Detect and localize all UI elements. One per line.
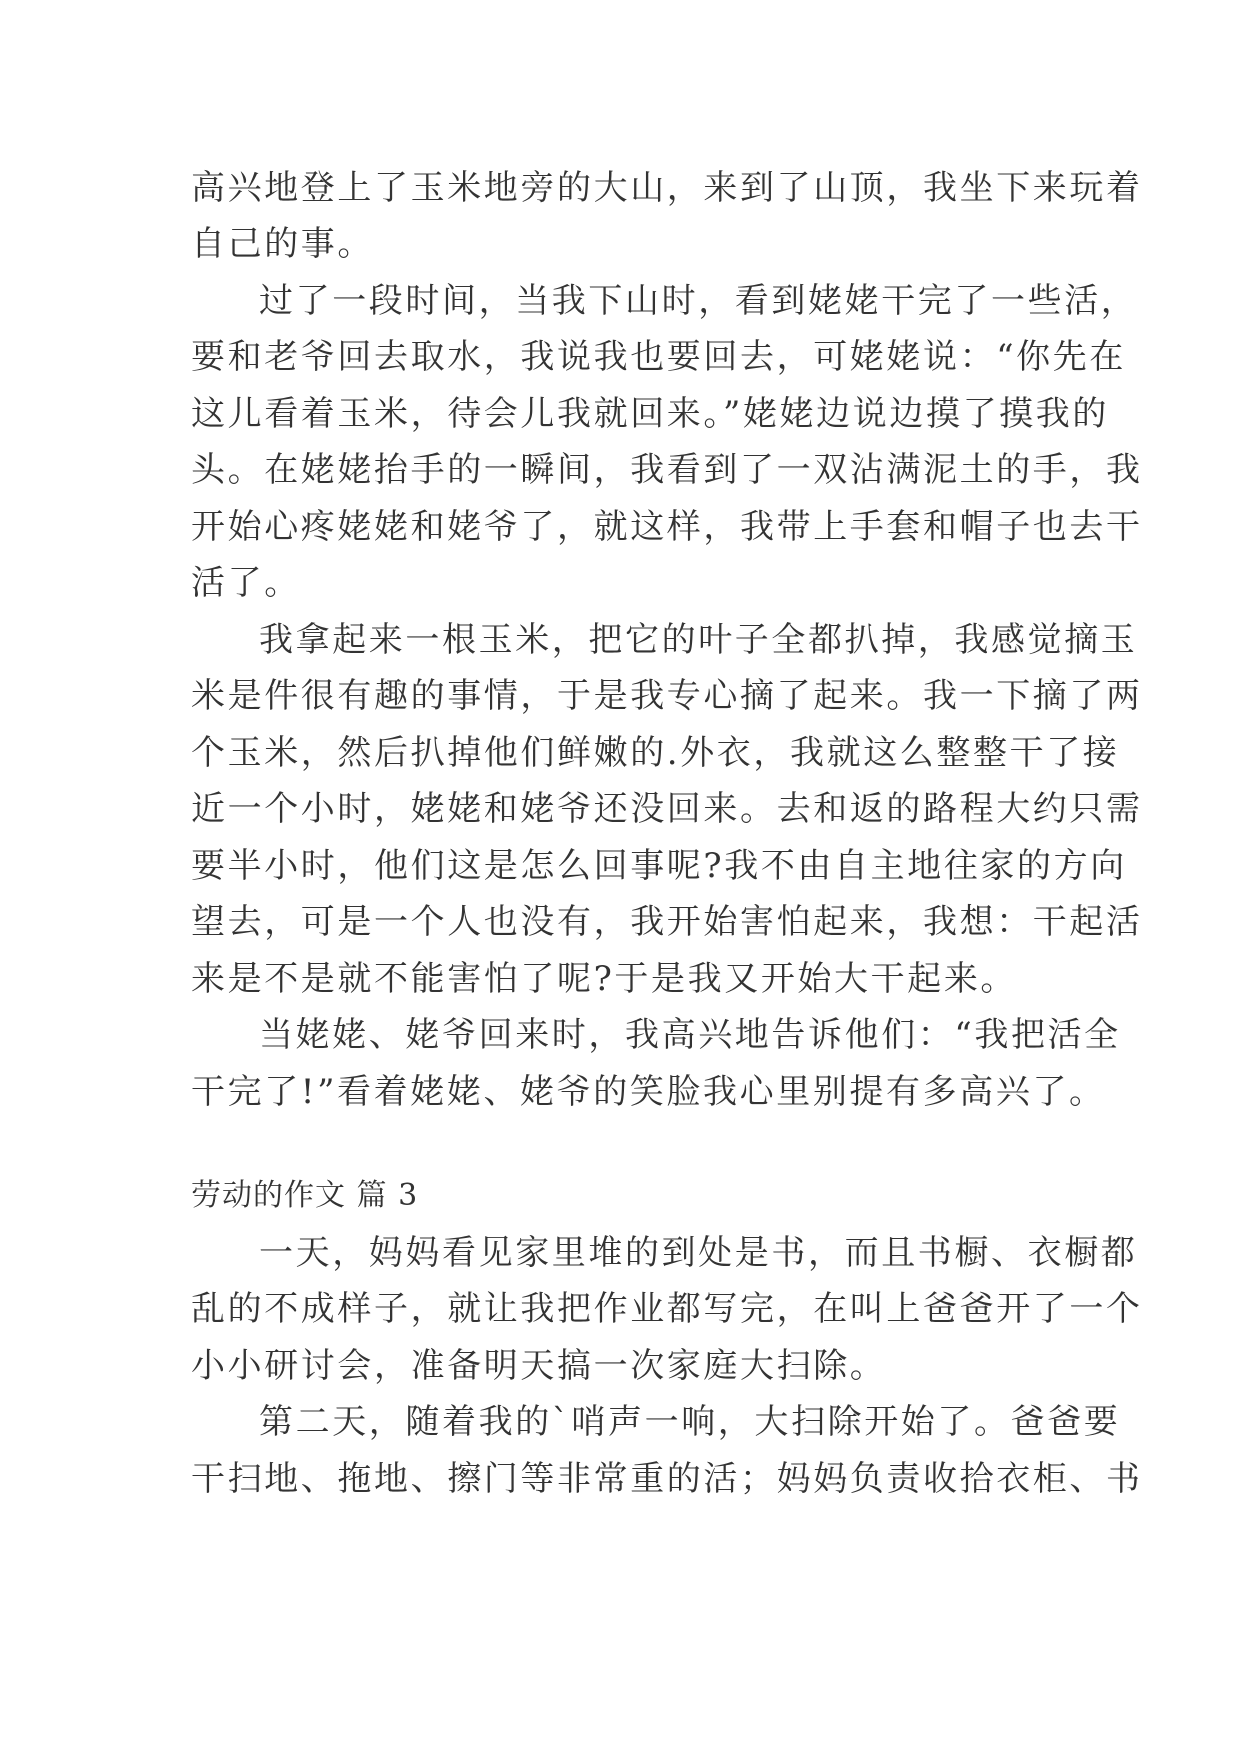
text-line: 近一个小时，姥姥和姥爷还没回来。去和返的路程大约只需: [191, 789, 1143, 829]
text-line: 活了。: [191, 563, 301, 603]
paragraph-first-line: 我拿起来一根玉米，把它的叶子全都扒掉，我感觉摘玉: [259, 620, 1138, 660]
text-line: 望去，可是一个人也没有，我开始害怕起来，我想：干起活: [191, 902, 1143, 942]
paragraph-first-line: 当姥姥、姥爷回来时，我高兴地告诉他们：“我把活全: [259, 1015, 1121, 1055]
text-line: 这儿看着玉米，待会儿我就回来。”姥姥边说边摸了摸我的: [191, 394, 1109, 434]
text-line: 乱的不成样子，就让我把作业都写完，在叫上爸爸开了一个: [191, 1289, 1143, 1329]
text-line: 要和老爷回去取水，我说我也要回去，可姥姥说：“你先在: [191, 337, 1126, 377]
text-line: 要半小时，他们这是怎么回事呢?我不由自主地往家的方向: [191, 846, 1127, 886]
text-line: 自己的事。: [191, 224, 374, 264]
text-line: 来是不是就不能害怕了呢?于是我又开始大干起来。: [191, 959, 1018, 999]
paragraph-first-line: 过了一段时间，当我下山时，看到姥姥干完了一些活，: [259, 281, 1138, 321]
paragraph-first-line: 一天，妈妈看见家里堆的到处是书，而且书橱、衣橱都: [259, 1233, 1138, 1273]
text-line: 干扫地、拖地、擦门等非常重的活；妈妈负责收拾衣柜、书: [191, 1459, 1143, 1499]
section-heading: 劳动的作文 篇 3: [191, 1178, 419, 1213]
text-line: 个玉米，然后扒掉他们鲜嫩的.外衣，我就这么整整干了接: [191, 733, 1120, 773]
text-line: 米是件很有趣的事情，于是我专心摘了起来。我一下摘了两: [191, 676, 1143, 716]
text-line: 干完了!”看着姥姥、姥爷的笑脸我心里别提有多高兴了。: [191, 1072, 1106, 1112]
text-line: 开始心疼姥姥和姥爷了，就这样，我带上手套和帽子也去干: [191, 507, 1143, 547]
text-line: 高兴地登上了玉米地旁的大山，来到了山顶，我坐下来玩着: [191, 168, 1143, 208]
paragraph-first-line: 第二天，随着我的`哨声一响，大扫除开始了。爸爸要: [259, 1402, 1121, 1442]
text-line: 头。在姥姥抬手的一瞬间，我看到了一双沾满泥土的手，我: [191, 450, 1143, 490]
text-line: 小小研讨会，准备明天搞一次家庭大扫除。: [191, 1346, 887, 1386]
